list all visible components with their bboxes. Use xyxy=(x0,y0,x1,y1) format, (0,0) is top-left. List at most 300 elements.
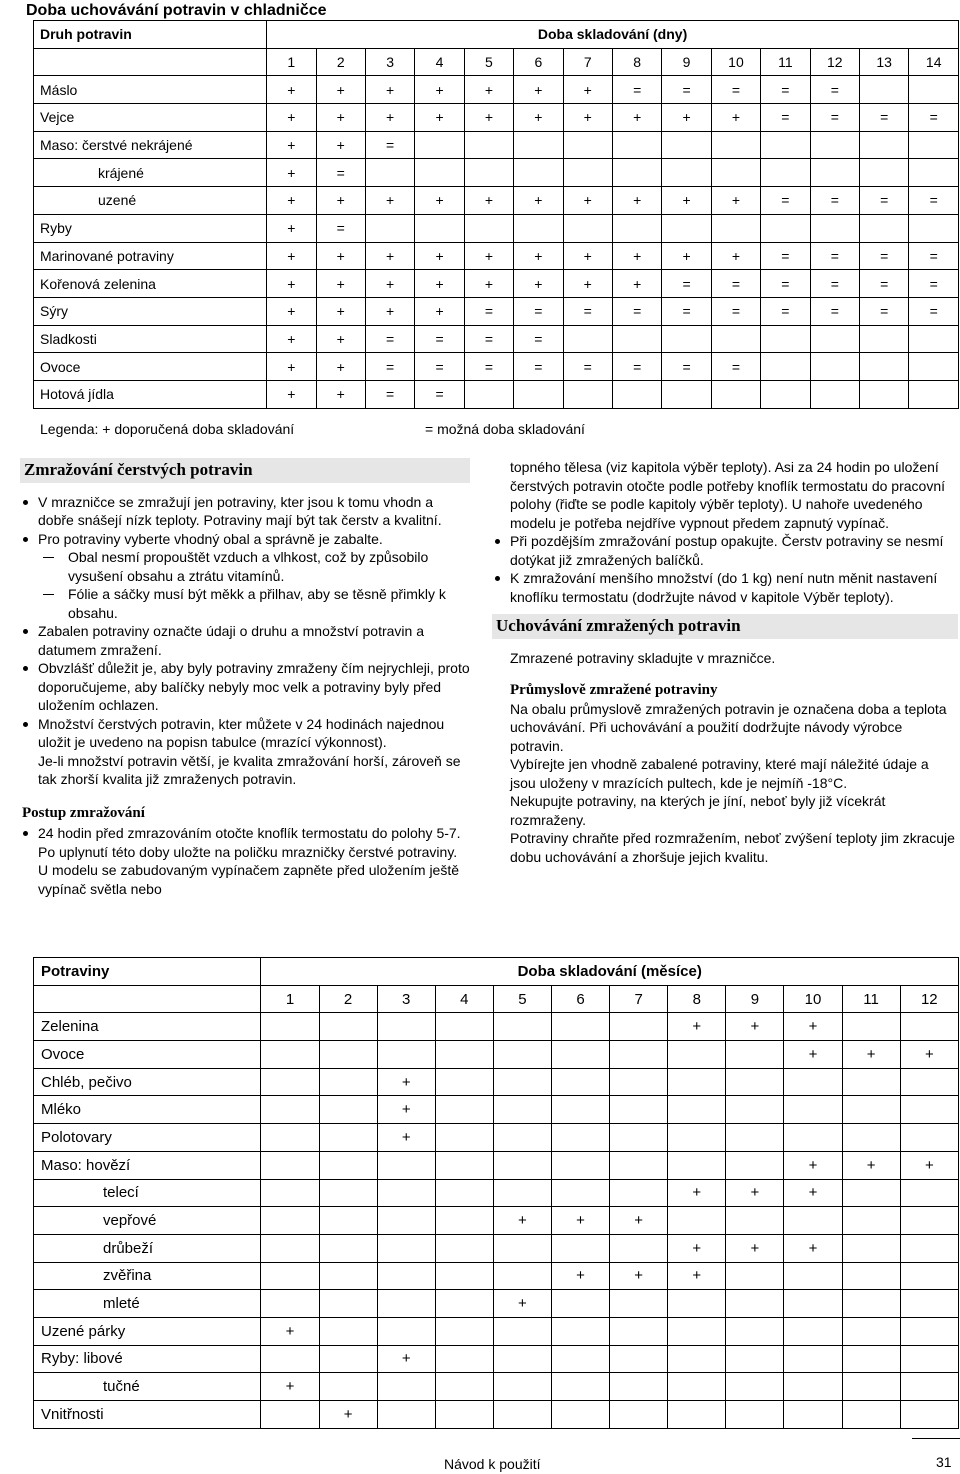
storage-mark: = xyxy=(810,187,859,215)
storage-mark xyxy=(415,159,464,187)
storage-mark xyxy=(842,1290,900,1318)
storage-mark: = xyxy=(761,242,810,270)
storage-mark xyxy=(726,1373,784,1401)
storage-mark xyxy=(610,1401,668,1429)
procedure-bullets xyxy=(20,824,470,898)
storage-mark xyxy=(514,131,563,159)
food-name: Sladkosti xyxy=(34,325,267,353)
storage-mark: + xyxy=(563,242,612,270)
storage-mark: + xyxy=(316,76,365,104)
storage-mark xyxy=(842,1373,900,1401)
food-name: Zelenina xyxy=(34,1013,261,1041)
bullet-item: K zmražování menšího množství (do 1 kg) není nutn měnit nastavení knoflíku termostatu (dodržujte návod v kapitole Výběr teploty). xyxy=(492,569,958,606)
storage-mark xyxy=(377,1373,435,1401)
storage-mark xyxy=(761,214,810,242)
storage-mark: + xyxy=(900,1151,958,1179)
storage-mark: + xyxy=(464,76,513,104)
storage-mark: + xyxy=(784,1151,842,1179)
storage-mark xyxy=(435,1179,493,1207)
procedure-bullets-2 xyxy=(492,532,958,606)
storage-mark xyxy=(464,159,513,187)
table-row xyxy=(34,1068,959,1096)
bullet-item: Zabalen potraviny označte údaji o druhu a množství potravin a datumem zmražení. xyxy=(20,622,470,659)
storage-mark xyxy=(493,1262,551,1290)
food-name: Ryby xyxy=(34,214,267,242)
storage-mark: + xyxy=(316,353,365,381)
table-row xyxy=(34,1041,959,1069)
storage-mark xyxy=(610,1345,668,1373)
storage-mark xyxy=(711,214,760,242)
storage-mark: + xyxy=(377,1345,435,1373)
storage-mark xyxy=(668,1317,726,1345)
storage-mark xyxy=(726,1151,784,1179)
storage-mark xyxy=(261,1290,319,1318)
storage-mark xyxy=(842,1262,900,1290)
period-number: 4 xyxy=(435,985,493,1013)
storage-mark xyxy=(842,1124,900,1152)
storage-mark: + xyxy=(415,104,464,132)
storage-mark xyxy=(784,1345,842,1373)
storage-mark xyxy=(668,1068,726,1096)
storage-mark: + xyxy=(612,187,661,215)
storage-mark xyxy=(551,1096,609,1124)
column-header-food: Potraviny xyxy=(34,958,261,986)
storage-mark: + xyxy=(316,270,365,298)
period-number: 10 xyxy=(711,48,760,76)
storage-mark: = xyxy=(612,353,661,381)
storage-mark xyxy=(435,1068,493,1096)
storage-mark xyxy=(900,1373,958,1401)
storage-mark: = xyxy=(909,187,959,215)
storage-mark: = xyxy=(810,104,859,132)
storage-mark xyxy=(319,1207,377,1235)
storage-mark: = xyxy=(316,159,365,187)
storage-mark: + xyxy=(365,270,414,298)
table-row xyxy=(34,76,959,104)
storage-mark xyxy=(610,1317,668,1345)
storage-mark: = xyxy=(563,297,612,325)
storage-mark xyxy=(563,214,612,242)
storage-mark xyxy=(610,1151,668,1179)
storage-mark: + xyxy=(563,76,612,104)
storage-mark: + xyxy=(726,1013,784,1041)
storage-mark: + xyxy=(784,1234,842,1262)
storage-mark xyxy=(319,1262,377,1290)
storage-mark: = xyxy=(859,104,908,132)
storage-mark xyxy=(900,1401,958,1429)
storage-mark xyxy=(551,1013,609,1041)
storage-mark: + xyxy=(377,1124,435,1152)
table-row xyxy=(34,1401,959,1429)
period-number: 3 xyxy=(365,48,414,76)
storage-mark xyxy=(261,1013,319,1041)
storage-mark: + xyxy=(316,104,365,132)
storage-mark xyxy=(668,1345,726,1373)
storage-mark xyxy=(668,1096,726,1124)
storage-mark xyxy=(726,1124,784,1152)
fridge-storage-table xyxy=(33,20,959,409)
food-name: Vejce xyxy=(34,104,267,132)
storage-mark xyxy=(261,1151,319,1179)
storage-mark xyxy=(551,1179,609,1207)
food-name: Vnitřnosti xyxy=(34,1401,261,1429)
storage-mark xyxy=(377,1013,435,1041)
storage-mark: = xyxy=(761,76,810,104)
storage-mark xyxy=(319,1234,377,1262)
period-number: 13 xyxy=(859,48,908,76)
storage-mark xyxy=(726,1290,784,1318)
food-name: Chléb, pečivo xyxy=(34,1068,261,1096)
storage-mark: = xyxy=(365,325,414,353)
table-row xyxy=(34,1373,959,1401)
period-number: 6 xyxy=(514,48,563,76)
storage-mark: + xyxy=(612,242,661,270)
storage-mark: + xyxy=(261,1317,319,1345)
food-name: Sýry xyxy=(34,297,267,325)
storage-mark: + xyxy=(267,297,316,325)
subheading-industrial: Průmyslově zmražené potraviny xyxy=(510,682,718,698)
storage-mark xyxy=(668,1124,726,1152)
storage-mark xyxy=(784,1290,842,1318)
storage-mark xyxy=(319,1345,377,1373)
storage-mark xyxy=(551,1041,609,1069)
period-number: 9 xyxy=(662,48,711,76)
period-number: 12 xyxy=(810,48,859,76)
period-number: 14 xyxy=(909,48,959,76)
storage-mark xyxy=(900,1068,958,1096)
storage-mark xyxy=(319,1151,377,1179)
storage-mark: = xyxy=(859,270,908,298)
storage-mark xyxy=(610,1373,668,1401)
packing-dash-list xyxy=(20,548,470,622)
storage-mark: + xyxy=(514,242,563,270)
storage-mark: + xyxy=(563,187,612,215)
storage-mark: = xyxy=(810,270,859,298)
storage-mark xyxy=(435,1234,493,1262)
storage-mark xyxy=(319,1373,377,1401)
storage-mark: = xyxy=(365,380,414,408)
food-name: Ovoce xyxy=(34,353,267,381)
storage-mark xyxy=(726,1207,784,1235)
column-header-food: Druh potravin xyxy=(34,21,267,49)
storage-mark xyxy=(464,214,513,242)
storage-mark xyxy=(784,1373,842,1401)
storage-mark xyxy=(377,1290,435,1318)
storage-mark xyxy=(493,1179,551,1207)
storage-mark: = xyxy=(810,242,859,270)
storage-mark xyxy=(493,1096,551,1124)
bullet-item: Obvzlášť důležit je, aby byly potraviny zmraženy čím nejrychleji, proto doporučujeme, aby balíčky nebyly moc velk a potraviny byly před uložením ochlazen. xyxy=(20,659,470,715)
storage-mark xyxy=(493,1041,551,1069)
storage-mark: + xyxy=(415,297,464,325)
food-name: Ryby: libové xyxy=(34,1345,261,1373)
storage-mark xyxy=(435,1013,493,1041)
storage-mark: = xyxy=(859,187,908,215)
storage-mark xyxy=(711,131,760,159)
table-row xyxy=(34,214,959,242)
storage-mark xyxy=(563,131,612,159)
storage-mark xyxy=(900,1262,958,1290)
column-header-period: Doba skladování (dny) xyxy=(267,21,959,49)
storage-mark: + xyxy=(464,104,513,132)
storage-mark xyxy=(784,1262,842,1290)
storage-mark xyxy=(435,1124,493,1152)
food-name: Hotová jídla xyxy=(34,380,267,408)
storage-mark xyxy=(662,159,711,187)
page-title: Doba uchovávání potravin v chladničce xyxy=(26,2,327,19)
food-name: Mléko xyxy=(34,1096,261,1124)
period-number: 2 xyxy=(319,985,377,1013)
storage-mark xyxy=(842,1207,900,1235)
storage-mark xyxy=(493,1345,551,1373)
storage-mark: + xyxy=(267,325,316,353)
storage-mark: = xyxy=(662,270,711,298)
storage-mark: = xyxy=(761,270,810,298)
table-period-numbers-row xyxy=(34,985,959,1013)
storage-mark xyxy=(859,76,908,104)
storage-mark xyxy=(610,1179,668,1207)
legend-possible: = možná doba skladování xyxy=(425,421,585,437)
storage-mark: + xyxy=(267,353,316,381)
storage-mark xyxy=(859,380,908,408)
storage-mark xyxy=(668,1207,726,1235)
storage-mark xyxy=(668,1151,726,1179)
storage-mark xyxy=(900,1207,958,1235)
storage-mark xyxy=(784,1401,842,1429)
storage-mark xyxy=(261,1262,319,1290)
storage-mark: + xyxy=(267,214,316,242)
storage-mark xyxy=(842,1345,900,1373)
storage-mark: = xyxy=(415,325,464,353)
storage-mark: = xyxy=(909,297,959,325)
storage-mark: + xyxy=(365,242,414,270)
storage-mark xyxy=(668,1041,726,1069)
storage-mark xyxy=(726,1317,784,1345)
table-row xyxy=(34,1151,959,1179)
storage-mark xyxy=(909,325,959,353)
storage-mark: = xyxy=(761,187,810,215)
storage-mark xyxy=(261,1179,319,1207)
table-row xyxy=(34,1262,959,1290)
storage-mark xyxy=(551,1317,609,1345)
storage-mark xyxy=(842,1096,900,1124)
storage-mark xyxy=(610,1234,668,1262)
storage-mark: = xyxy=(662,297,711,325)
period-number: 8 xyxy=(612,48,661,76)
storage-mark: + xyxy=(316,325,365,353)
storage-mark xyxy=(900,1179,958,1207)
storage-mark xyxy=(319,1290,377,1318)
freezing-bullets-2 xyxy=(20,622,470,752)
storage-mark xyxy=(610,1096,668,1124)
storage-mark: = xyxy=(365,353,414,381)
storage-mark xyxy=(435,1041,493,1069)
period-number: 11 xyxy=(842,985,900,1013)
storage-mark xyxy=(859,159,908,187)
storage-mark: = xyxy=(909,270,959,298)
storage-mark: + xyxy=(464,187,513,215)
table-row xyxy=(34,242,959,270)
storage-mark: + xyxy=(415,270,464,298)
storage-mark: + xyxy=(267,104,316,132)
table-row xyxy=(34,1124,959,1152)
storage-mark: + xyxy=(377,1096,435,1124)
storage-mark: + xyxy=(612,104,661,132)
storage-mark: + xyxy=(662,187,711,215)
storage-mark: = xyxy=(612,76,661,104)
storage-mark xyxy=(551,1290,609,1318)
storage-mark: = xyxy=(761,104,810,132)
storage-mark xyxy=(900,1096,958,1124)
food-name: zvěřina xyxy=(34,1262,261,1290)
storage-mark xyxy=(612,214,661,242)
table-header-row xyxy=(34,958,959,986)
storage-mark: + xyxy=(610,1262,668,1290)
table-row xyxy=(34,131,959,159)
dash-item: Fólie a sáčky musí být měkk a přilhav, aby se těsně přimkly k obsahu. xyxy=(38,585,470,622)
table-row xyxy=(34,1096,959,1124)
storage-mark xyxy=(909,131,959,159)
storage-mark: + xyxy=(316,131,365,159)
storage-mark: = xyxy=(563,353,612,381)
storage-mark: + xyxy=(551,1207,609,1235)
storage-mark xyxy=(726,1401,784,1429)
storage-mark xyxy=(859,325,908,353)
dash-item: Obal nesmí propouštět vzduch a vlhkost, což by způsobilo vysušení obsahu a ztrátu vitamínů. xyxy=(38,548,470,585)
storage-mark xyxy=(563,325,612,353)
table-row xyxy=(34,187,959,215)
storage-mark: + xyxy=(726,1179,784,1207)
storage-mark xyxy=(261,1124,319,1152)
table-row xyxy=(34,325,959,353)
storage-mark: + xyxy=(316,187,365,215)
storage-mark xyxy=(784,1124,842,1152)
storage-mark xyxy=(612,131,661,159)
storage-mark xyxy=(319,1179,377,1207)
storage-mark xyxy=(493,1124,551,1152)
storage-mark xyxy=(810,353,859,381)
storage-mark xyxy=(435,1151,493,1179)
period-number: 9 xyxy=(726,985,784,1013)
storage-mark: + xyxy=(319,1401,377,1429)
storage-mark: = xyxy=(514,297,563,325)
storage-mark xyxy=(711,159,760,187)
storage-mark xyxy=(900,1345,958,1373)
storage-mark: = xyxy=(810,76,859,104)
storage-mark xyxy=(810,380,859,408)
storage-mark: = xyxy=(859,242,908,270)
table-row xyxy=(34,1234,959,1262)
storage-mark xyxy=(435,1345,493,1373)
storage-mark xyxy=(261,1041,319,1069)
storage-mark xyxy=(319,1317,377,1345)
storage-mark xyxy=(464,131,513,159)
storage-mark xyxy=(784,1317,842,1345)
storage-mark xyxy=(909,353,959,381)
empty-cell xyxy=(34,48,267,76)
storage-mark xyxy=(900,1013,958,1041)
freezer-storage-table xyxy=(33,957,959,1429)
storage-mark xyxy=(662,214,711,242)
food-name: uzené xyxy=(34,187,267,215)
table-period-numbers-row xyxy=(34,48,959,76)
storage-mark: + xyxy=(514,187,563,215)
storage-mark xyxy=(551,1373,609,1401)
storage-mark: = xyxy=(909,104,959,132)
table-row xyxy=(34,1317,959,1345)
storage-mark: + xyxy=(900,1041,958,1069)
storage-mark xyxy=(493,1373,551,1401)
storage-mark xyxy=(711,325,760,353)
storage-mark xyxy=(610,1290,668,1318)
storage-mark xyxy=(726,1068,784,1096)
section-heading-storage: Uchovávání zmražených potravin xyxy=(492,614,958,639)
storage-mark: + xyxy=(711,242,760,270)
period-number: 4 xyxy=(415,48,464,76)
table-header-row xyxy=(34,21,959,49)
food-name: mleté xyxy=(34,1290,261,1318)
storage-mark xyxy=(377,1262,435,1290)
storage-mark: + xyxy=(668,1234,726,1262)
period-number: 3 xyxy=(377,985,435,1013)
storage-mark xyxy=(415,214,464,242)
empty-cell xyxy=(34,985,261,1013)
storage-mark: + xyxy=(267,270,316,298)
storage-mark xyxy=(551,1234,609,1262)
storage-mark xyxy=(319,1096,377,1124)
storage-mark: + xyxy=(267,187,316,215)
storage-mark xyxy=(662,325,711,353)
storage-mark xyxy=(612,159,661,187)
storage-mark xyxy=(711,380,760,408)
table-row xyxy=(34,270,959,298)
storage-mark: = xyxy=(711,297,760,325)
storage-mark: + xyxy=(365,187,414,215)
storage-mark: = xyxy=(761,297,810,325)
storage-mark: + xyxy=(668,1013,726,1041)
storage-mark xyxy=(784,1096,842,1124)
storage-mark xyxy=(662,131,711,159)
food-name: Marinované potraviny xyxy=(34,242,267,270)
column-header-period: Doba skladování (měsíce) xyxy=(261,958,959,986)
storage-mark: + xyxy=(267,380,316,408)
storage-mark xyxy=(610,1041,668,1069)
table-row xyxy=(34,1013,959,1041)
storage-mark xyxy=(551,1068,609,1096)
period-number: 1 xyxy=(267,48,316,76)
storage-mark: + xyxy=(668,1179,726,1207)
period-number: 2 xyxy=(316,48,365,76)
subheading-freezing-procedure: Postup zmražování xyxy=(22,804,145,821)
storage-mark xyxy=(810,214,859,242)
storage-mark xyxy=(261,1068,319,1096)
storage-mark xyxy=(810,325,859,353)
bullet-item: Množství čerstvých potravin, kter můžete v 24 hodinách najednou uložit je uvedeno na popisn tabulce (mrazící výkonnost). xyxy=(20,715,470,752)
storage-mark xyxy=(365,159,414,187)
storage-intro: Zmrazené potraviny skladujte v mrazničce. xyxy=(510,649,776,666)
food-name: Kořenová zelenina xyxy=(34,270,267,298)
storage-mark: + xyxy=(668,1262,726,1290)
storage-mark xyxy=(668,1290,726,1318)
storage-mark xyxy=(726,1096,784,1124)
food-name: Maso: hovězí xyxy=(34,1151,261,1179)
storage-mark: + xyxy=(267,131,316,159)
food-name: drůbeží xyxy=(34,1234,261,1262)
storage-mark: + xyxy=(551,1262,609,1290)
storage-mark: = xyxy=(365,131,414,159)
storage-mark xyxy=(726,1041,784,1069)
storage-mark xyxy=(493,1317,551,1345)
